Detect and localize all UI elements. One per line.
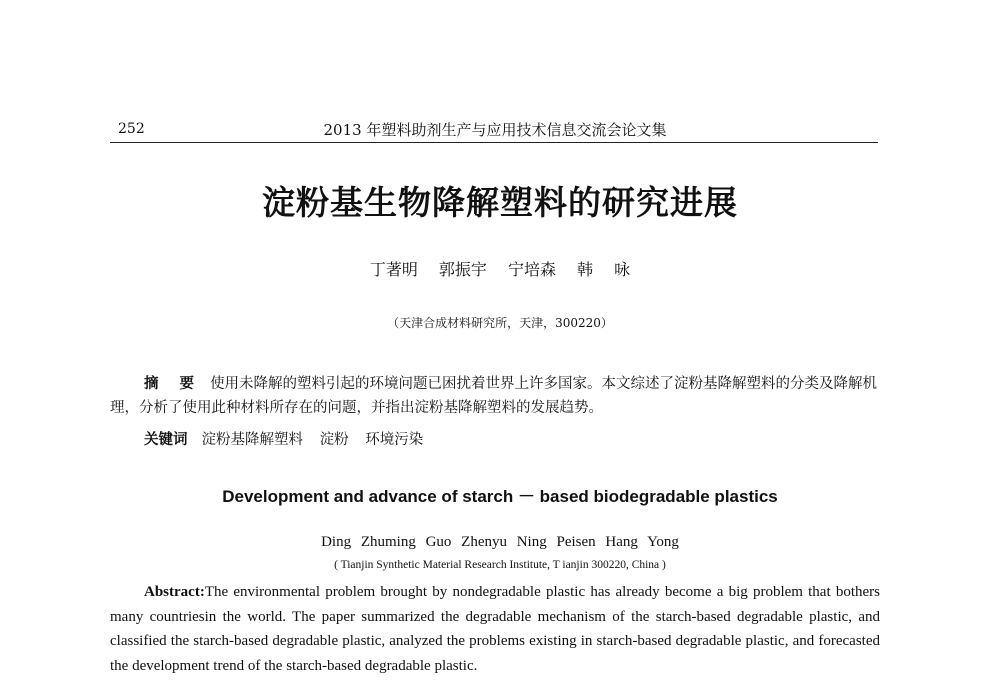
english-abstract bbox=[110, 580, 880, 678]
english-authors: Ding Zhuming Guo Zhenyu Ning Peisen Hang Yong bbox=[321, 534, 679, 550]
page-number: 252 bbox=[118, 121, 145, 137]
chinese-keywords-text: 淀粉基降解塑料 淀粉 环境污染 bbox=[201, 432, 424, 448]
english-affiliation: ( Tianjin Synthetic Material Research Institute, T ianjin 300220, China ) bbox=[334, 559, 666, 571]
chinese-abstract-text: 使用未降解的塑料引起的环境问题已困扰着世界上许多国家。本文综述了淀粉基降解塑料的分类及降解机理，分析了使用此种材料所存在的问题，并指出淀粉基降解塑料的发展趋势。 bbox=[110, 376, 878, 416]
chinese-keywords-label: 关键词 bbox=[144, 431, 188, 448]
english-title: Development and advance of starch － based biodegradable plastics bbox=[222, 487, 778, 506]
running-header: 2013 年塑料助剂生产与应用技术信息交流会论文集 bbox=[323, 121, 667, 139]
english-abstract-text: The environmental problem brought by nondegradable plastic has already become a big problem that bothers many countriesin the world. The paper summarized the degradable mechanism of the starch-based degradable plastic, and classified the starch-based degradable plastic, analyzed the problems existing in starch-based degradable plastic, and forecasted the development trend of the starch-based degradable plastic. bbox=[110, 584, 880, 674]
chinese-title: 淀粉基生物降解塑料的研究进展 bbox=[262, 183, 738, 222]
chinese-abstract-label: 摘 要 bbox=[144, 375, 203, 392]
chinese-keywords bbox=[144, 428, 423, 449]
chinese-affiliation: （天津合成材料研究所，天津，300220） bbox=[387, 316, 613, 330]
chinese-authors: 丁著明 郭振宇 宁培森 韩 咏 bbox=[369, 260, 631, 279]
header-rule bbox=[110, 142, 878, 143]
chinese-abstract bbox=[110, 372, 880, 420]
english-abstract-label: Abstract: bbox=[144, 584, 205, 600]
